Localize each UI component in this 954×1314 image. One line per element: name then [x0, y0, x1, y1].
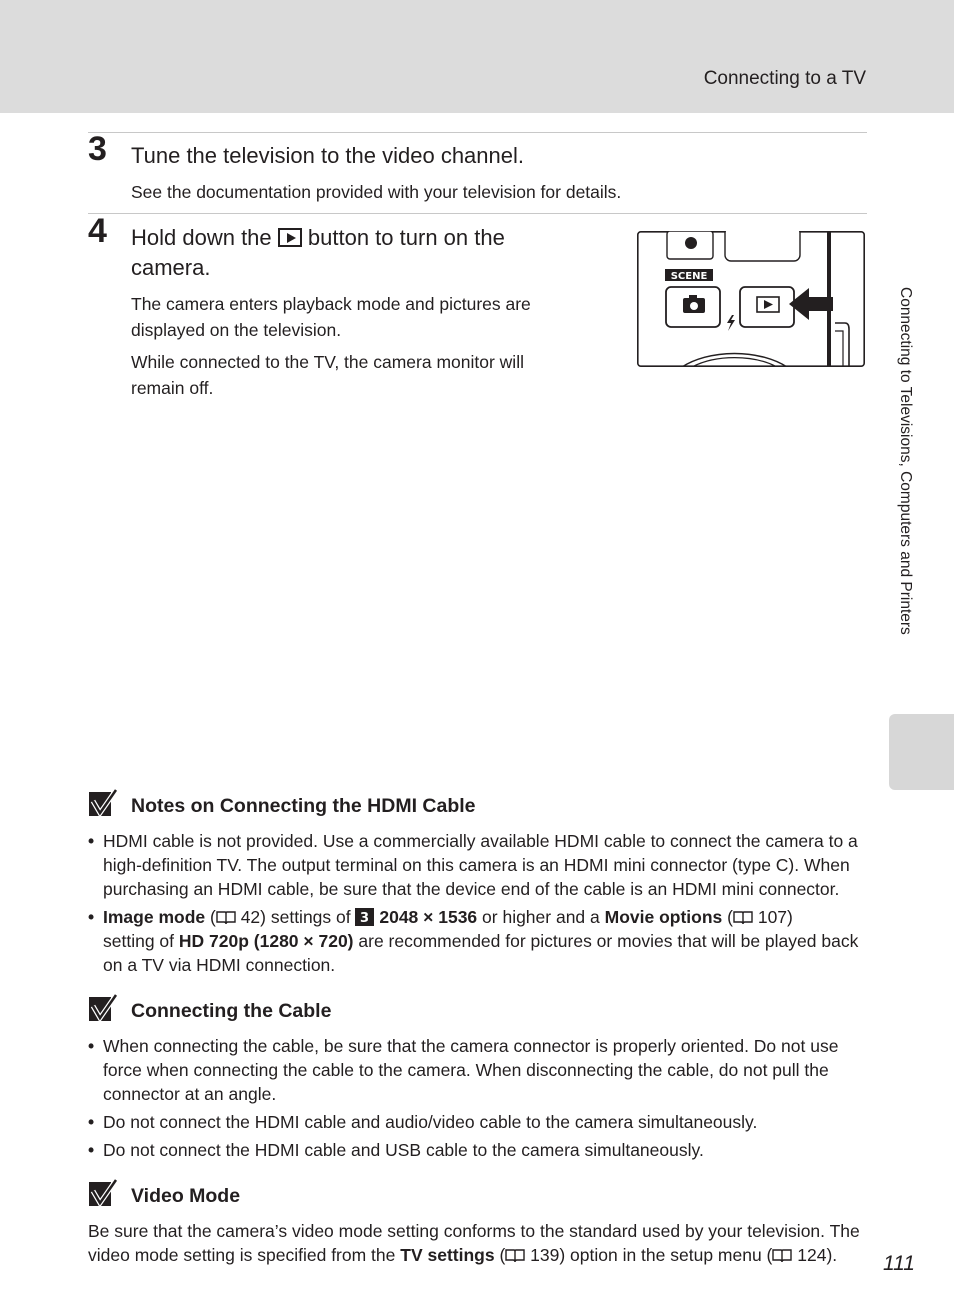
movie-options-label: Movie options [604, 907, 723, 927]
video-mode-text-2: 139) option in the setup menu ( [525, 1245, 773, 1265]
chapter-tab [889, 714, 954, 790]
playback-button-icon [278, 228, 302, 247]
list-item: • When connecting the cable, be sure that the camera connector is properly oriented. Do not use force when connecting the cable to the camera. When disconnecting the cable, do not pull the connector at an angle. [88, 1036, 839, 1104]
step-4-para-2: While connected to the TV, the camera monitor will remain off. [131, 352, 524, 398]
step-3-number: 3 [88, 130, 107, 168]
hdmi-note-2-tail: are recommended for pictures or movies that will be played back on a TV via HDMI connection. [103, 931, 859, 975]
book-reference-icon [733, 910, 753, 925]
hd-720p-label: HD 720p (1280 × 720) [178, 931, 354, 951]
step-4-title-end: button to turn on the [307, 225, 505, 250]
list-item: • Do not connect the HDMI cable and audio/video cable to the camera simultaneously. [88, 1112, 758, 1132]
list-item: • Do not connect the HDMI cable and USB cable to the camera simultaneously. [88, 1140, 704, 1160]
mid-text: or higher and a [477, 907, 605, 927]
image-size-3m-icon [355, 908, 374, 926]
step-4-number: 4 [88, 212, 107, 250]
image-size-label: 2048 × 1536 [379, 907, 478, 927]
cable-notes-title: Connecting the Cable [131, 1000, 332, 1022]
scene-label: SCENE [670, 271, 708, 282]
book-reference-icon [772, 1248, 792, 1263]
book-reference-icon [216, 910, 236, 925]
book-reference-icon [505, 1248, 525, 1263]
hdmi-notes-list [88, 829, 864, 981]
divider [88, 132, 867, 133]
cable-note-3: Do not connect the HDMI cable and USB cable to the camera simultaneously. [103, 1140, 704, 1160]
cable-note-2: Do not connect the HDMI cable and audio/video cable to the camera simultaneously. [103, 1112, 758, 1132]
image-mode-label: Image mode [103, 907, 206, 927]
step-3-description: See the documentation provided with your television for details. [131, 182, 622, 202]
video-mode-title: Video Mode [131, 1185, 241, 1207]
step-4-title-line2: camera. [131, 255, 211, 280]
shutter-dot-icon [685, 237, 697, 249]
step-4-title [131, 223, 591, 283]
divider [88, 213, 867, 214]
video-mode-text-3: 124). [792, 1245, 838, 1265]
hdmi-note-1: HDMI cable is not provided. Use a commercially available HDMI cable to connect the camera to a high-definition TV. The output terminal on this camera is an HDMI mini connector (type C). When purchasing an HDMI cable, be sure that the device end of the cable is an HDMI mini connector. [103, 831, 858, 899]
setting-of-text: setting of [103, 931, 179, 951]
hdmi-notes-title: Notes on Connecting the HDMI Cable [131, 795, 476, 817]
section-title: Connecting to a TV [703, 68, 866, 89]
ref-text: 107) [752, 907, 793, 927]
cable-note-1: When connecting the cable, be sure that the camera connector is properly oriented. Do not use force when connecting the cable to the camera. When disconnecting the cable, do not pull the connector at an angle. [103, 1036, 839, 1104]
chapter-side-label: Connecting to Televisions, Computers and Printers [897, 287, 914, 635]
check-note-icon [88, 1179, 118, 1209]
video-mode-text: Be sure that the camera’s video mode setting conforms to the standard used by your television. The video mode setting is specified from the TV settings ( 139) option in the setup menu ( 124). [88, 1221, 860, 1265]
camera-buttons-illustration [637, 231, 865, 367]
header-band [0, 0, 954, 113]
step-3-title: Tune the television to the video channel. [131, 143, 525, 168]
cable-notes-list [88, 1034, 864, 1166]
ref-text: 42) settings of [235, 907, 356, 927]
list-item: • HDMI cable is not provided. Use a commercially available HDMI cable to connect the camera to a high-definition TV. The output terminal on this camera is an HDMI mini connector (type C). When purchasing an HDMI cable, be sure that the device end of the cable is an HDMI mini connector. [88, 831, 858, 899]
step-4-title-start: Hold down the [131, 225, 272, 250]
page-number: 111 [883, 1252, 915, 1275]
svg-text:3: 3 [360, 911, 370, 926]
check-note-icon [88, 789, 118, 819]
tv-settings-label: TV settings [400, 1245, 495, 1265]
check-note-icon [88, 994, 118, 1024]
video-mode-text-1: Be sure that the camera’s video mode setting conforms to the standard used by your television. The video mode setting is specified from the [88, 1221, 860, 1265]
step-4-para-1: The camera enters playback mode and pictures are displayed on the television. [131, 294, 531, 340]
list-item: • Image mode ( 42) settings of 3 2048 × 1536 or higher and a Movie options ( 107) setting of HD 720p (1280 × 720) are recommended for pictures or movies that will be played back on a TV via HDMI connection. [88, 907, 859, 975]
